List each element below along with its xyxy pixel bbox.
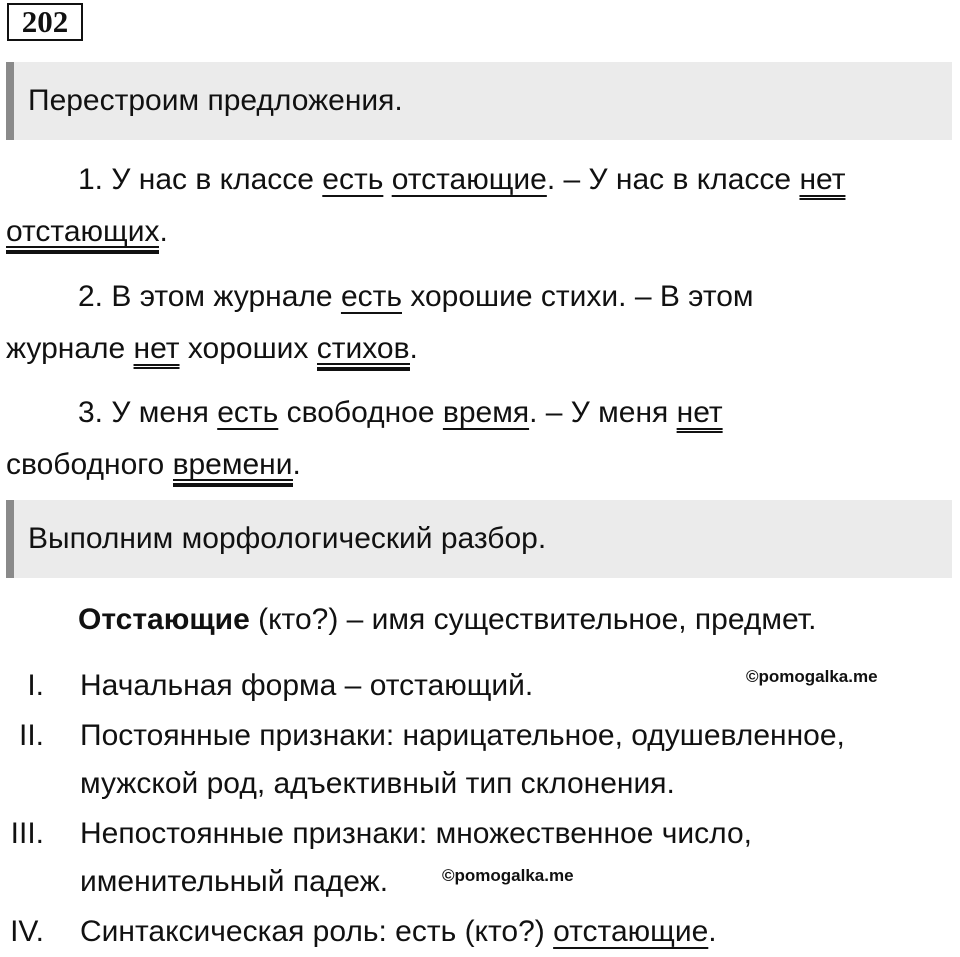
item-2-text-line-1: Постоянные признаки: нарицательное, одушевленное,	[80, 719, 845, 752]
text: журнале	[6, 332, 134, 365]
sentence-2-line-1	[78, 277, 754, 317]
watermark: ©pomogalka.me	[746, 667, 878, 686]
text	[383, 163, 391, 196]
item-1-number: I.	[27, 669, 44, 702]
word-description: (кто?) – имя существительное, предмет.	[249, 603, 817, 636]
text: .	[292, 448, 301, 481]
item-3-text-line-1: Непостоянные признаки: множественное число,	[80, 817, 752, 850]
item-4-number: IV.	[10, 915, 44, 948]
analyzed-word: Отстающие	[78, 603, 250, 636]
sentence-2-line-2	[6, 329, 418, 371]
item-3-number: III.	[10, 817, 44, 850]
object: времени	[173, 449, 293, 487]
text: . – У меня	[529, 396, 677, 429]
item-2-number: II.	[18, 719, 44, 752]
sentence-1-line-2	[6, 212, 168, 254]
section-heading-rebuild: Перестроим предложения.	[6, 62, 952, 140]
task-number: 202	[7, 3, 83, 41]
text: .	[708, 915, 717, 948]
predicate: есть	[217, 396, 279, 429]
text: .	[159, 215, 168, 248]
section-heading-morphology: Выполним морфологический разбор.	[6, 500, 952, 578]
text: хороших	[179, 332, 317, 365]
text: Синтаксическая роль: есть (кто?)	[80, 915, 554, 948]
sentence-3-line-2	[6, 445, 301, 487]
watermark: ©pomogalka.me	[442, 866, 574, 885]
text: . – У нас в классе	[546, 163, 800, 196]
text: 2. В этом журнале	[78, 280, 341, 313]
analysis-intro	[78, 600, 816, 640]
text: .	[409, 332, 418, 365]
subject: отстающие	[391, 163, 547, 196]
predicate: нет	[676, 396, 723, 429]
text: хорошие стихи. – В этом	[402, 280, 754, 313]
predicate: нет	[133, 332, 180, 365]
item-4-text	[80, 912, 717, 952]
object: отстающих	[6, 216, 159, 254]
text: свободного	[6, 448, 173, 481]
sentence-3-line-1	[78, 393, 723, 433]
predicate: есть	[322, 163, 384, 196]
item-1-text: Начальная форма – отстающий.	[80, 669, 534, 702]
predicate: есть	[340, 280, 402, 313]
item-3-text-line-2: именительный падеж.	[80, 865, 389, 898]
text: 3. У меня	[78, 396, 218, 429]
sentence-1-line-1	[78, 160, 845, 200]
text: свободное	[278, 396, 443, 429]
item-2-text-line-2: мужской род, адъективный тип склонения.	[80, 767, 675, 800]
subject: время	[442, 396, 530, 429]
text: 1. У нас в классе	[78, 163, 323, 196]
subject: отстающие	[553, 915, 709, 948]
object: стихов	[317, 333, 410, 371]
predicate: нет	[799, 163, 846, 196]
